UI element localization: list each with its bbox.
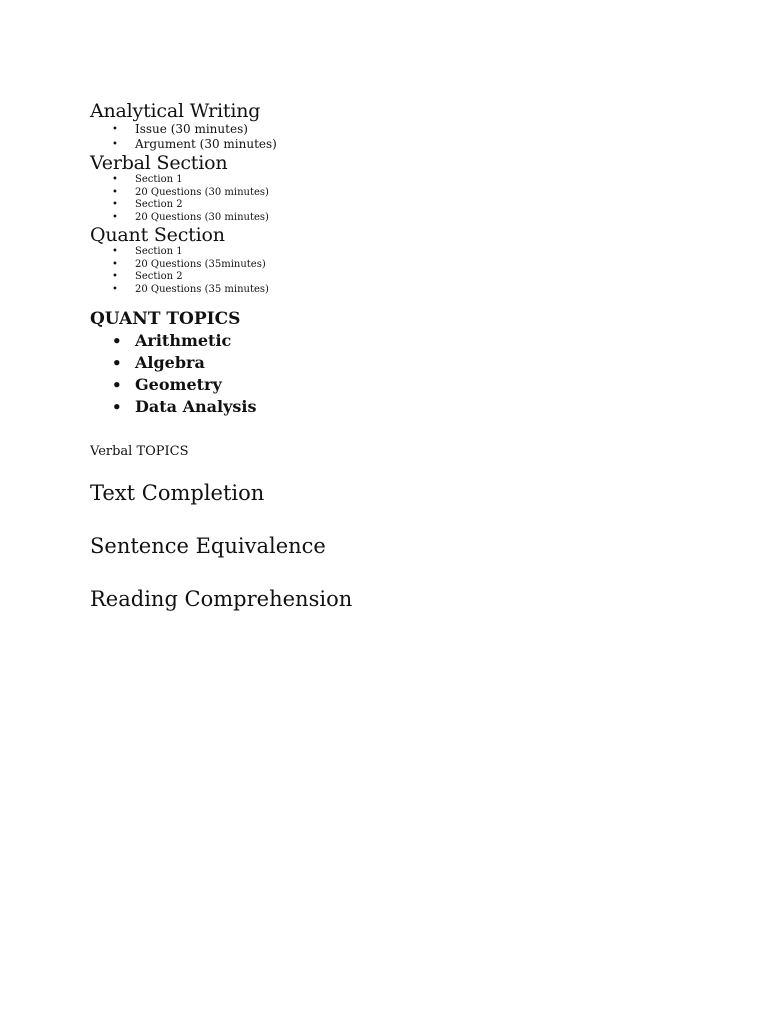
verbal-topic-item: Text Completion bbox=[90, 481, 265, 505]
quant-section-list bbox=[90, 246, 690, 296]
list-item: • Arithmetic bbox=[112, 331, 232, 350]
quant-topics-list bbox=[90, 330, 690, 418]
list-item: • Section 2 bbox=[112, 199, 183, 210]
bullet-icon: • bbox=[112, 271, 118, 282]
list-item: • Section 1 bbox=[112, 246, 183, 257]
list-item: • 20 Questions (30 minutes) bbox=[112, 186, 269, 198]
bullet-icon: • bbox=[112, 211, 118, 223]
list-item: • 20 Questions (35minutes) bbox=[112, 258, 266, 270]
bullet-icon: • bbox=[112, 376, 122, 394]
list-item: • Geometry bbox=[112, 375, 222, 394]
bullet-icon: • bbox=[112, 283, 118, 295]
bullet-icon: • bbox=[112, 246, 118, 257]
bullet-icon: • bbox=[112, 258, 118, 270]
bullet-icon: • bbox=[112, 186, 118, 198]
list-item: • 20 Questions (30 minutes) bbox=[112, 211, 269, 223]
analytical-writing-heading: Analytical Writing bbox=[90, 100, 261, 122]
bullet-icon: • bbox=[112, 124, 118, 135]
verbal-section-heading: Verbal Section bbox=[90, 152, 228, 174]
bullet-icon: • bbox=[112, 332, 122, 350]
list-item: • Argument (30 minutes) bbox=[112, 137, 277, 151]
quant-section-heading: Quant Section bbox=[90, 224, 225, 246]
list-item: • Algebra bbox=[112, 353, 205, 372]
list-item: • Section 1 bbox=[112, 174, 183, 185]
list-item: • 20 Questions (35 minutes) bbox=[112, 283, 269, 295]
verbal-section-list bbox=[90, 174, 690, 224]
document-page bbox=[90, 100, 690, 612]
verbal-topic-item: Reading Comprehension bbox=[90, 587, 353, 611]
verbal-topic-item: Sentence Equivalence bbox=[90, 534, 326, 558]
list-item: • Data Analysis bbox=[112, 397, 257, 416]
bullet-icon: • bbox=[112, 199, 118, 210]
bullet-icon: • bbox=[112, 398, 122, 416]
verbal-topics-heading: Verbal TOPICS bbox=[90, 444, 189, 459]
list-item: • Section 2 bbox=[112, 271, 183, 282]
bullet-icon: • bbox=[112, 174, 118, 185]
bullet-icon: • bbox=[112, 139, 118, 150]
analytical-writing-list bbox=[90, 122, 690, 152]
bullet-icon: • bbox=[112, 354, 122, 372]
list-item: • Issue (30 minutes) bbox=[112, 122, 248, 136]
quant-topics-heading: QUANT TOPICS bbox=[90, 309, 241, 329]
